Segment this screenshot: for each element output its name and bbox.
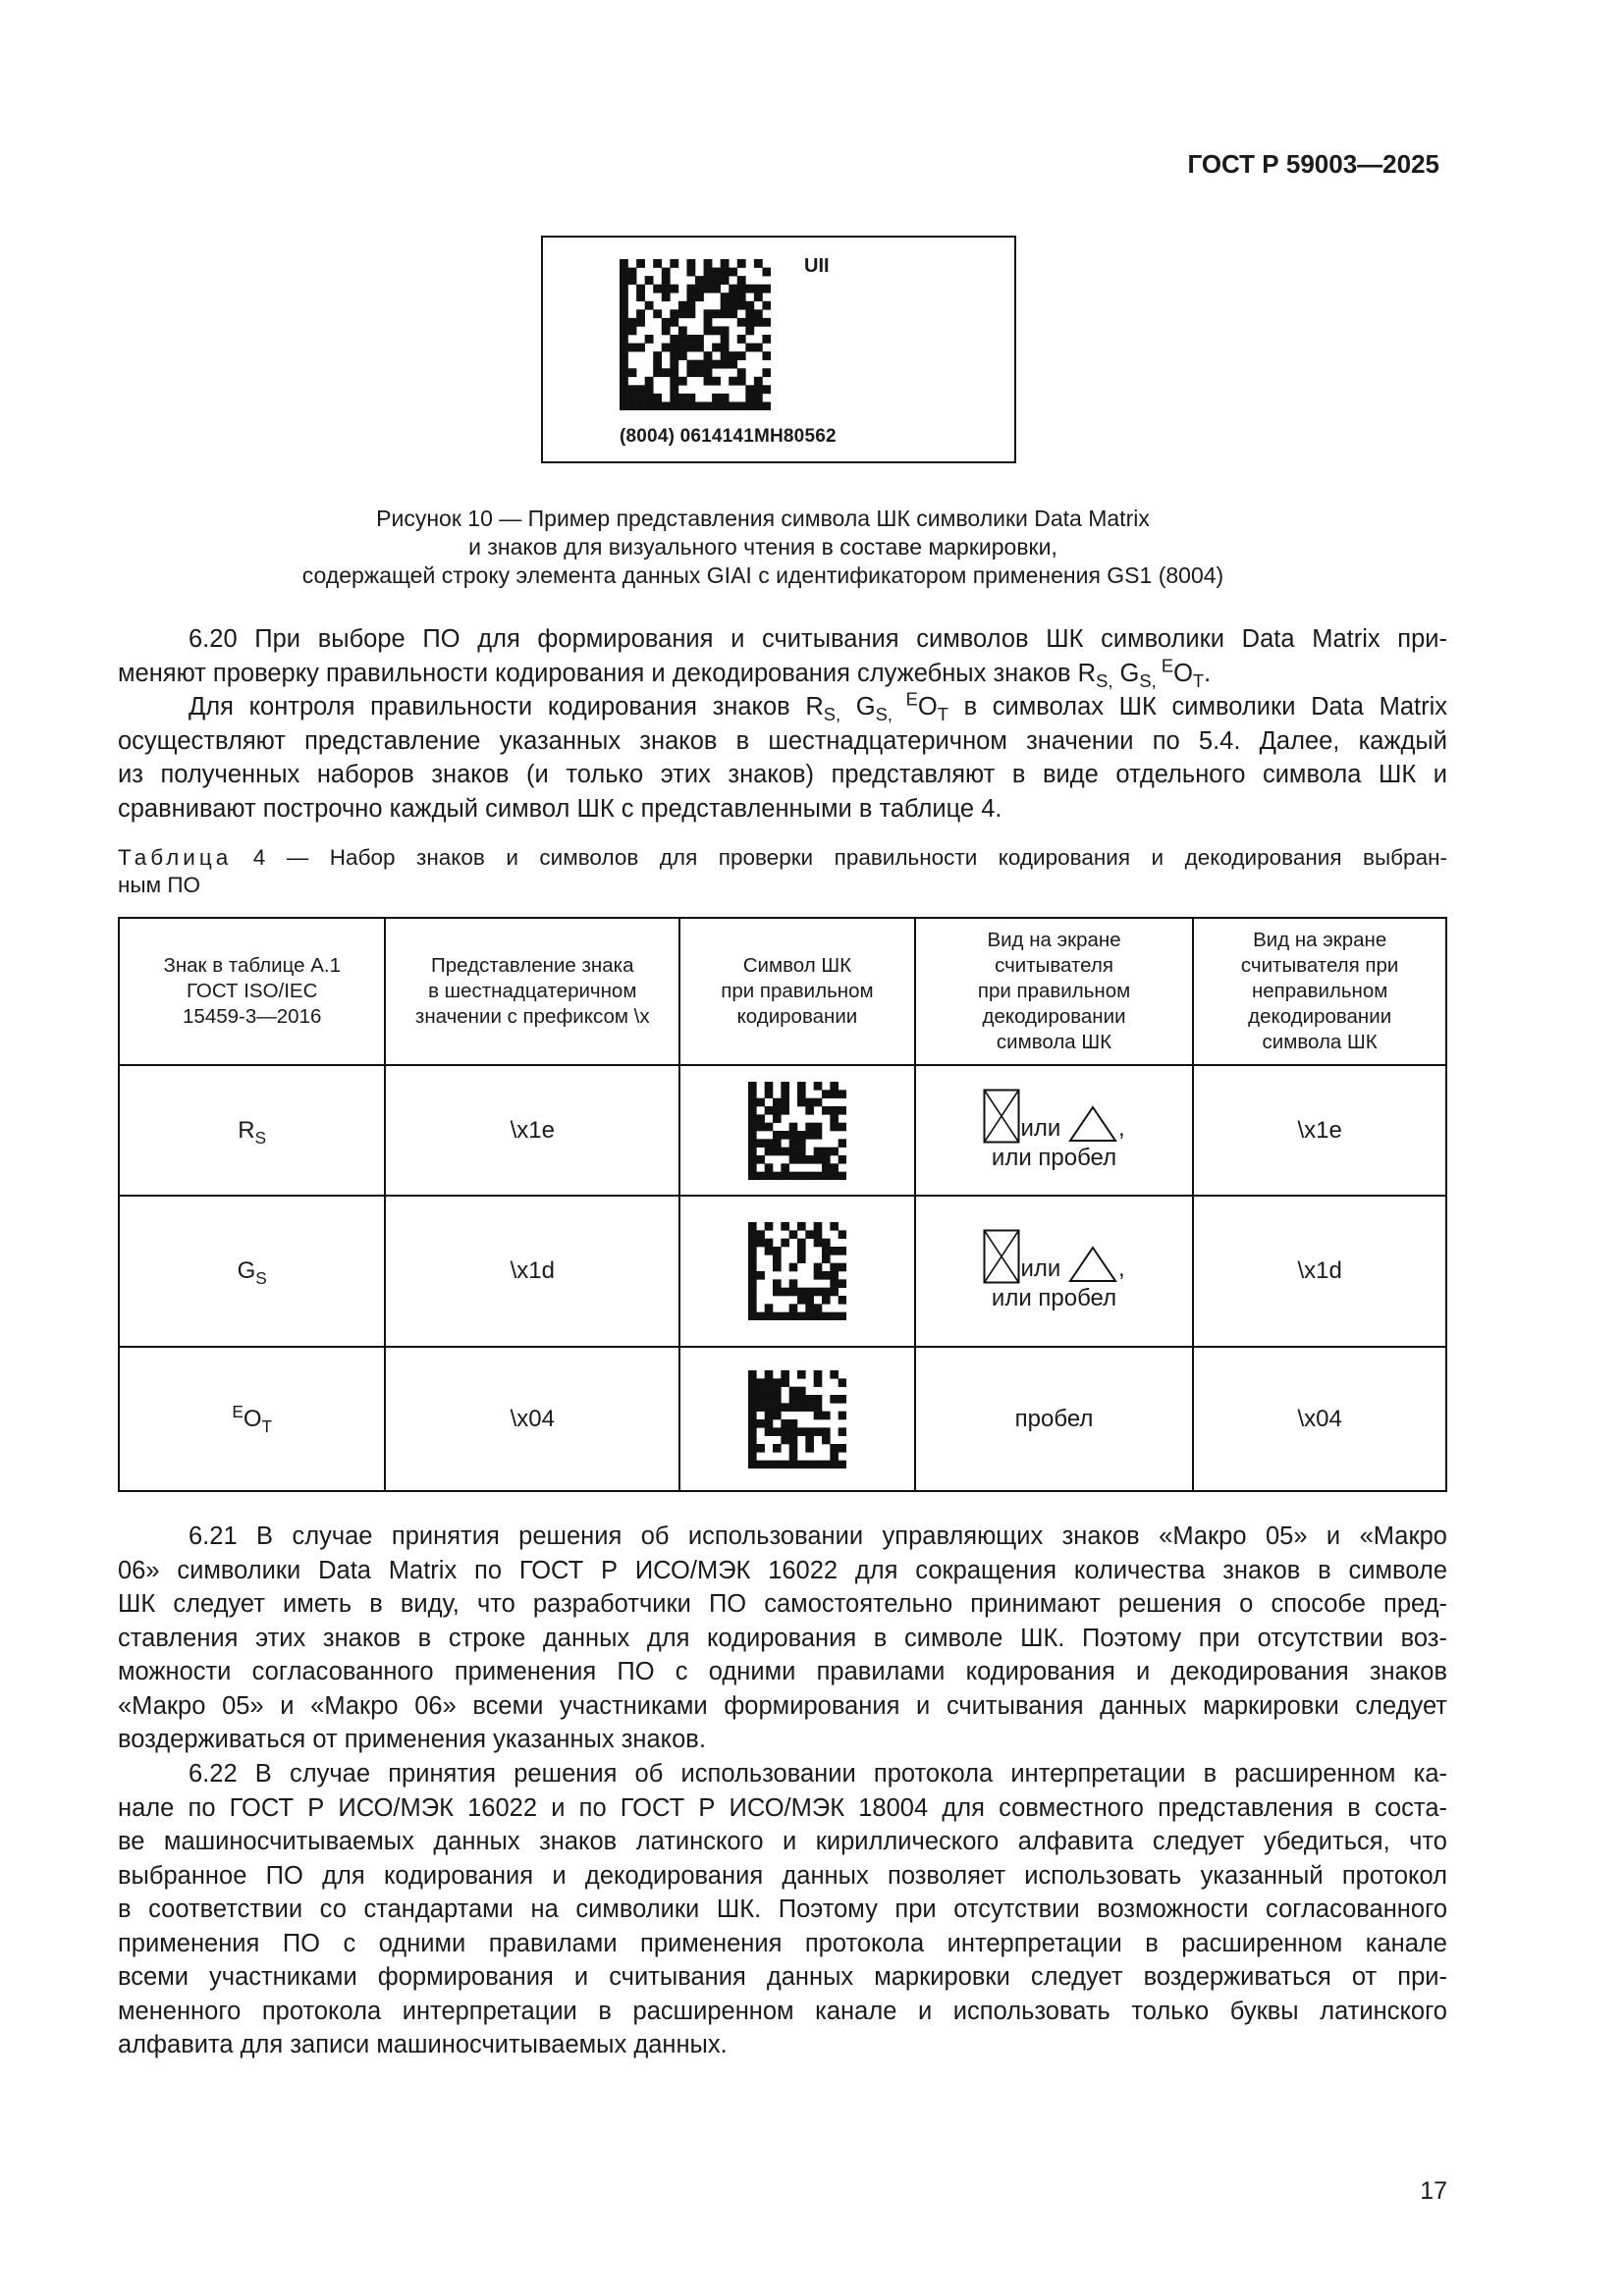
paragraph-line: применения ПО с одними правилами применения протокола интерпретации в расширенном канале <box>118 1929 1447 1957</box>
paragraph-line: ШК следует иметь в виду, что разработчики ПО самостоятельно принимают решения о способе пред- <box>118 1590 1447 1618</box>
paragraph-line: ве машиносчитываемых данных знаков латинского и кириллического алфавита следует убедиться, что <box>118 1828 1447 1855</box>
table-header-row <box>119 918 1446 1065</box>
paragraph-line: из полученных наборов знаков (и только этих знаков) представляют в виде отдельного символа ШК и <box>118 761 1447 788</box>
datamatrix-figure-symbol <box>620 259 771 410</box>
caption-line: Рисунок 10 — Пример представления символа ШК символики Data Matrix <box>376 506 1150 531</box>
crossed-box-icon <box>983 1229 1020 1284</box>
or-label: или <box>1020 1114 1061 1142</box>
paragraph-6-22 <box>118 1757 1447 2062</box>
paragraph-line: 6.21 В случае принятия решения об использовании управляющих знаков «Макро 05» и «Макро <box>189 1522 1447 1550</box>
datamatrix-rs-symbol <box>748 1082 846 1180</box>
header-cell: Вид на экране считывателя при неправильном декодировании символа ШК <box>1193 918 1446 1065</box>
paragraph-line: нале по ГОСТ Р ИСО/МЭК 16022 и по ГОСТ Р ИСО/МЭК 18004 для совместного представления в соста- <box>118 1793 1447 1822</box>
hex-cell: \x1d <box>385 1196 679 1347</box>
wrong-decode-cell: \x04 <box>1193 1347 1446 1491</box>
triangle-icon <box>1067 1245 1118 1284</box>
header-cell: Вид на экране считывателя при правильном декодировании символа ШК <box>915 918 1194 1065</box>
header-cell: Представление знака в шестнадцатеричном значении с префиксом \x <box>385 918 679 1065</box>
table-row <box>119 1065 1446 1196</box>
or-space-label: или пробел <box>991 1144 1117 1171</box>
paragraph-line: осуществляют представление указанных знаков в шестнадцатеричном значении по 5.4. Далее, каждый <box>118 726 1447 755</box>
screen-view-cell: или , или пробел <box>915 1196 1194 1347</box>
table-row <box>119 1347 1446 1491</box>
table-4-title <box>118 844 1447 899</box>
table-4 <box>118 917 1447 1492</box>
header-cell: Знак в таблице А.1 ГОСТ ISO/IEC 15459-3—2016 <box>119 918 385 1065</box>
paragraph-line: мененного протокола интерпретации в расширенном канале и использовать только буквы латинского <box>118 1997 1447 2025</box>
screen-view-cell: или , или пробел <box>915 1065 1194 1196</box>
paragraph-line: 6.22 В случае принятия решения об использовании протокола интерпретации в расширенном ка- <box>189 1760 1447 1788</box>
sign-cell: $^EO_T$ <box>119 1347 385 1491</box>
barcode-cell <box>679 1196 915 1347</box>
paragraph-line: в соответствии со стандартами на символики ШК. Поэтому при отсутствии возможности согласованного <box>118 1896 1447 1923</box>
table-title-line: ным ПО <box>118 873 200 897</box>
page-number: 17 <box>1420 2177 1447 2205</box>
caption-line: и знаков для визуального чтения в составе маркировки, <box>468 534 1057 560</box>
sign-cell: $R_S$ <box>119 1065 385 1196</box>
barcode-cell <box>679 1347 915 1491</box>
sign-cell: $G_S$ <box>119 1196 385 1347</box>
or-label: или <box>1020 1255 1061 1282</box>
figure-10-frame <box>541 236 1016 463</box>
paragraph-line: алфавита для записи машиносчитываемых данных. <box>118 2031 728 2058</box>
paragraph-line: воздерживаться от применения указанных знаков. <box>118 1726 706 1753</box>
datamatrix-eot-symbol <box>748 1370 846 1468</box>
paragraph-6-20 <box>118 622 1447 826</box>
paragraph-line: сравнивают построчно каждый символ ШК с представленными в таблице 4. <box>118 794 1002 823</box>
or-space-label: или пробел <box>991 1285 1117 1311</box>
paragraph-line: можности согласованного применения ПО с одними правилами кодирования и декодирования знаков <box>118 1658 1447 1685</box>
header-cell: Символ ШК при правильном кодировании <box>679 918 915 1065</box>
paragraph-line: всеми участниками формирования и считывания данных маркировки следует воздерживаться от при- <box>118 1963 1447 1991</box>
paragraph-line: меняют проверку правильности кодирования и декодирования служебных знаков $R_{S,}$ $G_{S,}$ $^EO_T$. <box>118 655 1212 691</box>
screen-view-cell: пробел <box>915 1347 1194 1491</box>
figure-uii-label: UII <box>804 255 830 277</box>
paragraph-line: ставления этих знаков в строке данных для кодирования в символе ШК. Поэтому при отсутствии воз- <box>118 1624 1447 1652</box>
wrong-decode-cell: \x1d <box>1193 1196 1446 1347</box>
hex-cell: \x1e <box>385 1065 679 1196</box>
paragraph-line: 06» символики Data Matrix по ГОСТ Р ИСО/МЭК 16022 для сокращения количества знаков в символе <box>118 1556 1447 1584</box>
caption-line: содержащей строку элемента данных GIAI с идентификатором применения GS1 (8004) <box>301 562 1224 588</box>
table-title-line: Таблица 4 — Набор знаков и символов для проверки правильности кодирования и декодирования выбран- <box>118 845 1447 870</box>
crossed-box-icon <box>983 1089 1020 1144</box>
datamatrix-gs-symbol <box>748 1222 846 1320</box>
hex-cell: \x04 <box>385 1347 679 1491</box>
table-row <box>119 1196 1446 1347</box>
figure-caption <box>118 505 1408 590</box>
triangle-icon <box>1067 1104 1118 1144</box>
paragraph-line: «Макро 05» и «Макро 06» всеми участниками формирования и считывания данных маркировки следует <box>118 1691 1447 1720</box>
paragraph-line: выбранное ПО для кодирования и декодирования данных позволяет использовать указанный протокол <box>118 1861 1447 1890</box>
paragraph-6-21 <box>118 1520 1447 1757</box>
standard-header: ГОСТ Р 59003—2025 <box>1187 149 1439 179</box>
wrong-decode-cell: \x1e <box>1193 1065 1446 1196</box>
figure-hri-text: (8004) 0614141MH80562 <box>620 426 837 447</box>
barcode-cell <box>679 1065 915 1196</box>
paragraph-line: Для контроля правильности кодирования знаков $R_{S,}$ $G_{S,}$ $^EO_T$ в символах ШК символики Data Matrix <box>189 688 1447 725</box>
paragraph-line: 6.20 При выборе ПО для формирования и считывания символов ШК символики Data Matrix при- <box>189 625 1447 653</box>
